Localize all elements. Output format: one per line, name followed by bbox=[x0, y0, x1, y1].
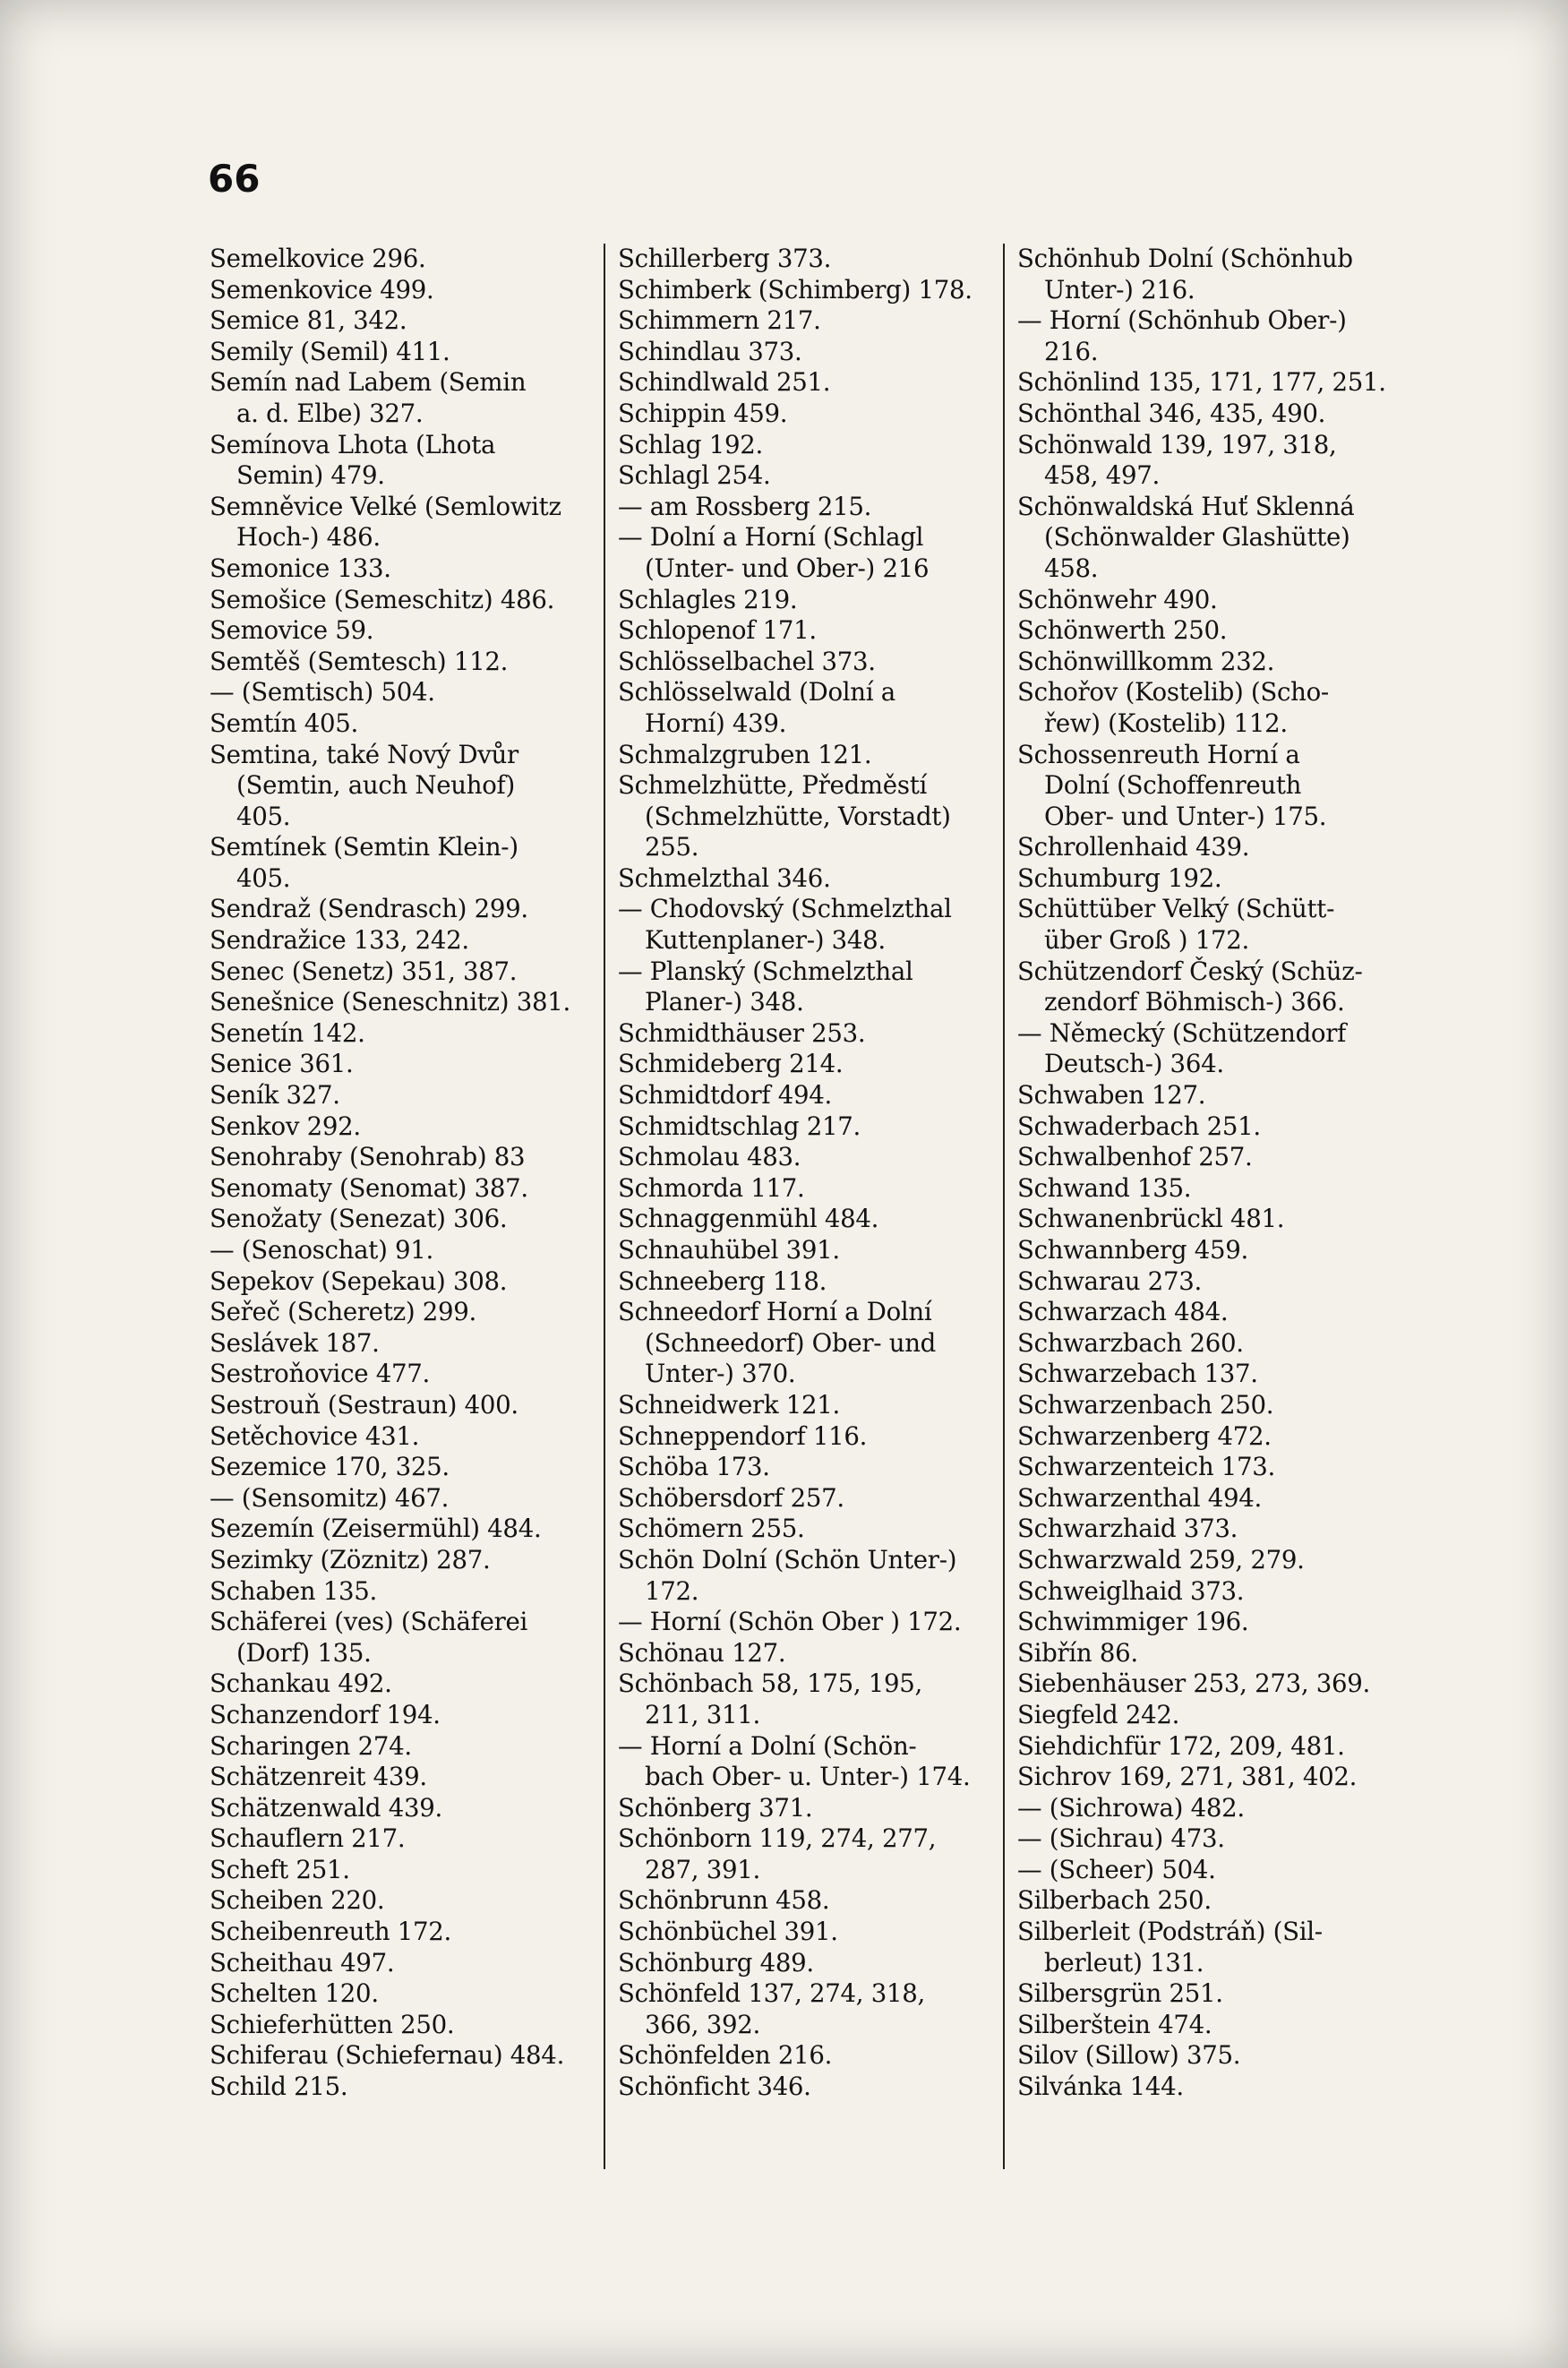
index-entry: Schaben 135. bbox=[210, 1575, 377, 1606]
index-entry: Schelten 120. bbox=[210, 1978, 379, 2009]
index-entry: Schönlind 135, 171, 177, 251. bbox=[1017, 367, 1386, 398]
index-entry: Senetín 142. bbox=[210, 1017, 365, 1048]
index-entry: (Semtin, auch Neuhof) bbox=[236, 770, 515, 801]
index-entry: Semenkovice 499. bbox=[210, 274, 434, 305]
index-entry: Schönfelden 216. bbox=[618, 2040, 833, 2071]
index-entry: — Planský (Schmelzthal bbox=[618, 956, 913, 986]
index-entry: Sichrov 169, 271, 381, 402. bbox=[1017, 1762, 1358, 1792]
index-entry: Schwarau 273. bbox=[1017, 1266, 1202, 1296]
index-entry: Schätzenreit 439. bbox=[210, 1762, 427, 1792]
index-entry: Sepekov (Sepekau) 308. bbox=[210, 1266, 508, 1296]
index-entry: Schiferau (Schiefernau) 484. bbox=[210, 2040, 565, 2071]
index-entry: 366, 392. bbox=[645, 2009, 760, 2039]
index-entry: (Schneedorf) Ober- und bbox=[645, 1327, 937, 1358]
index-entry: Schmidthäuser 253. bbox=[618, 1017, 866, 1048]
index-entry: Schwalbenhof 257. bbox=[1017, 1142, 1253, 1172]
index-entry: zendorf Böhmisch-) 366. bbox=[1044, 987, 1345, 1017]
index-entry: Semín nad Labem (Semin bbox=[210, 367, 527, 398]
index-entry: Senožaty (Senezat) 306. bbox=[210, 1204, 508, 1234]
index-entry: Schlagl 254. bbox=[618, 460, 771, 491]
index-entry: Schneppendorf 116. bbox=[618, 1420, 868, 1451]
index-entry: Semelkovice 296. bbox=[210, 244, 426, 273]
index-entry: — Horní (Schönhub Ober-) bbox=[1017, 305, 1347, 336]
index-entry: Schönberg 371. bbox=[618, 1792, 813, 1823]
index-entry: Schwimmiger 196. bbox=[1017, 1607, 1249, 1637]
index-entry: Semovice 59. bbox=[210, 615, 374, 646]
index-entry: Hoch-) 486. bbox=[236, 522, 381, 553]
index-entry: Schlösselwald (Dolní a bbox=[618, 677, 895, 708]
index-entry: Scheithau 497. bbox=[210, 1947, 395, 1978]
page-number: 66 bbox=[208, 157, 261, 201]
index-entry: Semošice (Semeschitz) 486. bbox=[210, 584, 555, 614]
index-columns bbox=[204, 244, 1404, 2169]
index-entry: Schmalzgruben 121. bbox=[618, 739, 872, 769]
index-entry: 255. bbox=[645, 832, 699, 862]
index-entry: Schnauhübel 391. bbox=[618, 1235, 840, 1265]
index-entry: 405. bbox=[236, 862, 291, 893]
index-entry: Schwarzenbach 250. bbox=[1017, 1389, 1274, 1420]
index-entry: Schwarzebach 137. bbox=[1017, 1359, 1258, 1389]
index-entry: — Chodovský (Schmelzthal bbox=[618, 894, 952, 924]
index-entry: Semněvice Velké (Semlowitz bbox=[210, 491, 561, 521]
index-entry: Schmorda 117. bbox=[618, 1172, 805, 1203]
index-entry: Schönborn 119, 274, 277, bbox=[618, 1823, 937, 1854]
index-entry: Schmidtdorf 494. bbox=[618, 1080, 832, 1111]
index-entry: Silov (Sillow) 375. bbox=[1017, 2040, 1241, 2071]
index-entry: Schönwaldská Huť Sklenná bbox=[1017, 491, 1355, 521]
index-entry: Schneedorf Horní a Dolní bbox=[618, 1297, 932, 1327]
index-entry: — (Sichrau) 473. bbox=[1017, 1823, 1225, 1854]
index-entry: Schlagles 219. bbox=[618, 584, 798, 614]
index-entry: Horní) 439. bbox=[645, 708, 787, 738]
index-entry: Schönwillkomm 232. bbox=[1017, 646, 1275, 676]
index-entry: Senkov 292. bbox=[210, 1111, 361, 1141]
index-entry: Schmelzhütte, Předměstí bbox=[618, 770, 928, 801]
index-entry: Siebenhäuser 253, 273, 369. bbox=[1017, 1669, 1371, 1699]
index-column-2 bbox=[604, 244, 1003, 2169]
index-entry: Schön Dolní (Schön Unter-) bbox=[618, 1544, 957, 1574]
index-entry: Schöbersdorf 257. bbox=[618, 1482, 844, 1513]
index-entry: Planer-) 348. bbox=[645, 987, 804, 1017]
index-entry: Schrollenhaid 439. bbox=[1017, 832, 1250, 862]
index-entry: Schmelzthal 346. bbox=[618, 862, 831, 893]
index-entry: Schwarzenthal 494. bbox=[1017, 1482, 1262, 1513]
index-entry: Semin) 479. bbox=[236, 460, 385, 491]
index-entry: Schneeberg 118. bbox=[618, 1266, 827, 1296]
index-entry: Senice 361. bbox=[210, 1049, 354, 1079]
index-entry: Schönfeld 137, 274, 318, bbox=[618, 1978, 925, 2009]
index-entry: Sestrouň (Sestraun) 400. bbox=[210, 1389, 518, 1420]
index-entry: Schanzendorf 194. bbox=[210, 1699, 441, 1729]
index-entry: Schimmern 217. bbox=[618, 305, 821, 336]
index-entry: Schönwald 139, 197, 318, bbox=[1017, 429, 1337, 459]
index-entry: Semtín 405. bbox=[210, 708, 358, 738]
index-entry: Schwarzenteich 173. bbox=[1017, 1452, 1276, 1482]
index-entry: Schwaderbach 251. bbox=[1017, 1111, 1261, 1141]
index-entry: Unter-) 370. bbox=[645, 1359, 796, 1389]
index-entry: Silvánka 144. bbox=[1017, 2072, 1184, 2102]
index-entry: Schwarzbach 260. bbox=[1017, 1327, 1244, 1358]
index-entry: Siegfeld 242. bbox=[1017, 1699, 1180, 1729]
index-entry: Semonice 133. bbox=[210, 553, 391, 583]
index-entry: Schöba 173. bbox=[618, 1452, 770, 1482]
index-entry: Schönau 127. bbox=[618, 1637, 786, 1668]
index-entry: 458, 497. bbox=[1044, 460, 1160, 491]
index-entry: Schönbach 58, 175, 195, bbox=[618, 1669, 923, 1699]
index-entry: Sestroňovice 477. bbox=[210, 1359, 430, 1389]
index-entry: Schořov (Kostelib) (Scho- bbox=[1017, 677, 1329, 708]
index-entry: Schönhub Dolní (Schönhub bbox=[1017, 244, 1353, 273]
index-entry: — Dolní a Horní (Schlagl bbox=[618, 522, 924, 553]
index-entry: Schönbrunn 458. bbox=[618, 1885, 830, 1916]
index-entry: Schmolau 483. bbox=[618, 1142, 801, 1172]
index-entry: Silbersgrün 251. bbox=[1017, 1978, 1223, 2009]
index-entry: Scharingen 274. bbox=[210, 1730, 412, 1761]
index-entry: Senohraby (Senohrab) 83 bbox=[210, 1142, 526, 1172]
index-entry: Sezemín (Zeisermühl) 484. bbox=[210, 1514, 542, 1544]
index-entry: Schossenreuth Horní a bbox=[1017, 739, 1300, 769]
index-entry: Schwarzwald 259, 279. bbox=[1017, 1544, 1305, 1574]
index-entry: Kuttenplaner-) 348. bbox=[645, 925, 886, 956]
index-column-3 bbox=[1003, 244, 1402, 2169]
index-entry: — (Senoschat) 91. bbox=[210, 1235, 433, 1265]
index-entry: 287, 391. bbox=[645, 1854, 760, 1884]
index-entry: Senomaty (Senomat) 387. bbox=[210, 1172, 528, 1203]
index-entry: Schindlwald 251. bbox=[618, 367, 831, 398]
index-entry: Schwand 135. bbox=[1017, 1172, 1192, 1203]
index-entry: Siehdichfür 172, 209, 481. bbox=[1017, 1730, 1345, 1761]
index-entry: — (Semtisch) 504. bbox=[210, 677, 435, 708]
index-entry: Schild 215. bbox=[210, 2072, 348, 2102]
index-entry: Schillerberg 373. bbox=[618, 244, 832, 273]
index-entry: Schönficht 346. bbox=[618, 2072, 811, 2102]
index-entry: Setěchovice 431. bbox=[210, 1420, 420, 1451]
index-entry: (Dorf) 135. bbox=[236, 1637, 372, 1668]
index-entry: Schönwerth 250. bbox=[1017, 615, 1228, 646]
index-entry: Schmidtschlag 217. bbox=[618, 1111, 861, 1141]
index-entry: Schömern 255. bbox=[618, 1514, 805, 1544]
index-entry: — (Sichrowa) 482. bbox=[1017, 1792, 1245, 1823]
index-entry: Senešnice (Seneschnitz) 381. bbox=[210, 987, 570, 1017]
index-entry: (Schmelzhütte, Vorstadt) bbox=[645, 801, 951, 831]
index-entry: Schönburg 489. bbox=[618, 1947, 814, 1978]
index-entry: — Horní (Schön Ober ) 172. bbox=[618, 1607, 962, 1637]
index-entry: Seník 327. bbox=[210, 1080, 340, 1111]
index-entry: — Horní a Dolní (Schön- bbox=[618, 1730, 917, 1761]
index-entry: Semtěš (Semtesch) 112. bbox=[210, 646, 509, 676]
index-entry: Sibřín 86. bbox=[1017, 1637, 1138, 1668]
index-entry: über Groß ) 172. bbox=[1044, 925, 1249, 956]
index-entry: Schneidwerk 121. bbox=[618, 1389, 840, 1420]
index-entry: (Schönwalder Glashütte) bbox=[1044, 522, 1350, 553]
index-entry: Scheft 251. bbox=[210, 1854, 350, 1884]
index-entry: Schätzenwald 439. bbox=[210, 1792, 442, 1823]
index-entry: 172. bbox=[645, 1575, 699, 1606]
index-entry: Deutsch-) 364. bbox=[1044, 1049, 1224, 1079]
index-entry: 211, 311. bbox=[645, 1699, 760, 1729]
index-entry: Dolní (Schoffenreuth bbox=[1044, 770, 1302, 801]
index-entry: Schönthal 346, 435, 490. bbox=[1017, 398, 1326, 428]
index-column-1 bbox=[204, 244, 604, 2169]
index-entry: Silberštein 474. bbox=[1017, 2009, 1212, 2039]
index-entry: — am Rossberg 215. bbox=[618, 491, 872, 521]
index-entry: Scheiben 220. bbox=[210, 1885, 385, 1916]
index-entry: Schönwehr 490. bbox=[1017, 584, 1218, 614]
index-entry: Schwarzach 484. bbox=[1017, 1297, 1229, 1327]
index-entry: řew) (Kostelib) 112. bbox=[1044, 708, 1288, 738]
index-entry: 216. bbox=[1044, 336, 1099, 366]
index-entry: Silberleit (Podstráň) (Sil- bbox=[1017, 1917, 1323, 1947]
index-entry: Schankau 492. bbox=[210, 1669, 392, 1699]
index-entry: Schieferhütten 250. bbox=[210, 2009, 455, 2039]
index-entry: Schauflern 217. bbox=[210, 1823, 406, 1854]
index-entry: Semínova Lhota (Lhota bbox=[210, 429, 496, 459]
index-entry: a. d. Elbe) 327. bbox=[236, 398, 424, 428]
index-entry: 458. bbox=[1044, 553, 1099, 583]
index-entry: Senec (Senetz) 351, 387. bbox=[210, 956, 518, 986]
index-entry: Sendražice 133, 242. bbox=[210, 925, 469, 956]
index-entry: Schweiglhaid 373. bbox=[1017, 1575, 1245, 1606]
index-entry: Schlösselbachel 373. bbox=[618, 646, 876, 676]
index-entry: Schindlau 373. bbox=[618, 336, 802, 366]
index-entry: Schwannberg 459. bbox=[1017, 1235, 1249, 1265]
index-entry: 405. bbox=[236, 801, 291, 831]
index-entry: Sendraž (Sendrasch) 299. bbox=[210, 894, 528, 924]
index-entry: Schwarzenberg 472. bbox=[1017, 1420, 1272, 1451]
index-entry: — (Scheer) 504. bbox=[1017, 1854, 1216, 1884]
index-entry: Unter-) 216. bbox=[1044, 274, 1195, 305]
index-entry: Scheibenreuth 172. bbox=[210, 1917, 452, 1947]
index-entry: Schmideberg 214. bbox=[618, 1049, 844, 1079]
index-entry: Schippin 459. bbox=[618, 398, 788, 428]
index-entry: Schäferei (ves) (Schäferei bbox=[210, 1607, 528, 1637]
index-entry: Sezemice 170, 325. bbox=[210, 1452, 450, 1482]
index-entry: Schönbüchel 391. bbox=[618, 1917, 838, 1947]
index-entry: Schützendorf Český (Schüz- bbox=[1017, 956, 1363, 986]
index-entry: Schüttüber Velký (Schütt- bbox=[1017, 894, 1335, 924]
index-entry: Seslávek 187. bbox=[210, 1327, 380, 1358]
index-entry: Ober- und Unter-) 175. bbox=[1044, 801, 1327, 831]
index-entry: Schwarzhaid 373. bbox=[1017, 1514, 1238, 1544]
index-entry: Schlopenof 171. bbox=[618, 615, 817, 646]
index-entry: Silberbach 250. bbox=[1017, 1885, 1212, 1916]
index-entry: Schnaggenmühl 484. bbox=[618, 1204, 879, 1234]
index-entry: Semice 81, 342. bbox=[210, 305, 407, 336]
index-entry: Semtina, také Nový Dvůr bbox=[210, 739, 518, 769]
index-entry: Schlag 192. bbox=[618, 429, 763, 459]
index-entry: — (Sensomitz) 467. bbox=[210, 1482, 450, 1513]
index-entry: bach Ober- u. Unter-) 174. bbox=[645, 1762, 971, 1792]
index-entry: berleut) 131. bbox=[1044, 1947, 1204, 1978]
index-entry: — Německý (Schützendorf bbox=[1017, 1017, 1347, 1048]
index-entry: (Unter- und Ober-) 216 bbox=[645, 553, 930, 583]
index-entry: Schumburg 192. bbox=[1017, 862, 1222, 893]
index-entry: Schimberk (Schimberg) 178. bbox=[618, 274, 973, 305]
index-entry: Schwaben 127. bbox=[1017, 1080, 1206, 1111]
index-entry: Schwanenbrückl 481. bbox=[1017, 1204, 1285, 1234]
index-entry: Sezimky (Zöznitz) 287. bbox=[210, 1544, 491, 1574]
index-entry: Semtínek (Semtin Klein-) bbox=[210, 832, 518, 862]
index-entry: Semily (Semil) 411. bbox=[210, 336, 450, 366]
index-entry: Seřeč (Scheretz) 299. bbox=[210, 1297, 477, 1327]
